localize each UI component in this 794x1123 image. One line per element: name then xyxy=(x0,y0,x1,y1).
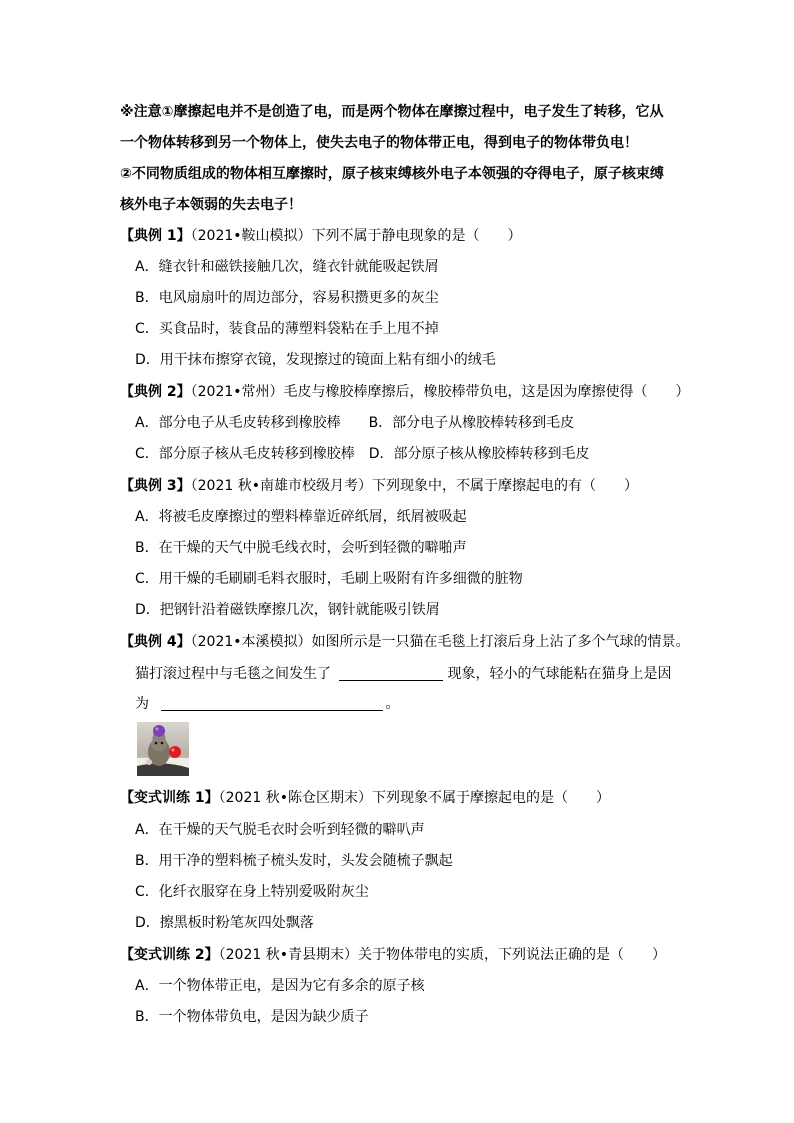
example-2-question xyxy=(120,382,690,402)
variant-2-option-b: B．一个物体带负电，是因为缺少质子 xyxy=(135,1009,369,1025)
example-3-option-d: D．把钢针沿着磁铁摩擦几次，钢针就能吸引铁屑 xyxy=(135,602,440,618)
example-1-option-d: D．用干抹布擦穿衣镜，发现擦过的镜面上粘有细小的绒毛 xyxy=(135,352,496,368)
example-1-option-b: B．电风扇扇叶的周边部分，容易积攒更多的灰尘 xyxy=(135,290,439,306)
example-4-stem: （2021•本溪模拟）如图所示是一只猫在毛毯上打滚后身上沾了多个气球的情景。 xyxy=(190,634,690,650)
example-1-tag: 【典例 1】 xyxy=(120,228,191,244)
variant-2-stem: （2021 秋•青县期末）关于物体带电的实质，下列说法正确的是（ ） xyxy=(218,947,666,963)
note-line-3: ②不同物质组成的物体相互摩擦时，原子核束缚核外电子本领强的夺得电子，原子核束缚 xyxy=(120,166,664,182)
variant-2-question xyxy=(120,945,666,965)
example-2-options-row-2: C．部分原子核从毛皮转移到橡胶棒 D．部分原子核从橡胶棒转移到毛皮 xyxy=(135,446,590,462)
example-3-question xyxy=(120,476,638,496)
variant-1-stem: （2021 秋•陈仓区期末）下列现象不属于摩擦起电的是（ ） xyxy=(218,790,610,806)
example-4-line-3 xyxy=(135,694,399,714)
example-4-text-d: 。 xyxy=(385,696,400,712)
cat-with-balloons-image xyxy=(137,722,189,776)
example-4-text-a: 猫打滚过程中与毛毯之间发生了 xyxy=(135,666,331,682)
variant-1-option-a: A．在干燥的天气脱毛衣时会听到轻微的噼叭声 xyxy=(135,822,425,838)
variant-2-tag: 【变式训练 2】 xyxy=(120,947,219,963)
cat-balloons-illustration xyxy=(137,722,189,776)
example-1-option-a: A．缝衣针和磁铁接触几次，缝衣针就能吸起铁屑 xyxy=(135,259,439,275)
example-1-stem: （2021•鞍山模拟）下列不属于静电现象的是（ ） xyxy=(190,228,522,244)
example-3-stem: （2021 秋•南雄市校级月考）下列现象中，不属于摩擦起电的有（ ） xyxy=(190,478,638,494)
note-line-4: 核外电子本领弱的失去电子！ xyxy=(120,197,302,213)
note-line-2: 一个物体转移到另一个物体上，使失去电子的物体带正电，得到电子的物体带负电！ xyxy=(120,135,638,151)
variant-1-option-c: C．化纤衣服穿在身上特别爱吸附灰尘 xyxy=(135,884,369,900)
example-1-question xyxy=(120,226,522,246)
variant-1-option-b: B．用干净的塑料梳子梳头发时，头发会随梳子飘起 xyxy=(135,853,453,869)
example-4-line-2 xyxy=(135,664,671,684)
example-3-option-c: C．用干燥的毛刷刷毛料衣服时，毛刷上吸附有许多细微的脏物 xyxy=(135,571,523,587)
example-4-answer-blank-1[interactable] xyxy=(339,664,443,681)
variant-1-question xyxy=(120,788,610,808)
example-2-options-row-1: A．部分电子从毛皮转移到橡胶棒 B．部分电子从橡胶棒转移到毛皮 xyxy=(135,415,575,431)
variant-1-tag: 【变式训练 1】 xyxy=(120,790,219,806)
example-4-answer-blank-2[interactable] xyxy=(161,694,383,711)
example-3-option-a: A．将被毛皮摩擦过的塑料棒靠近碎纸屑，纸屑被吸起 xyxy=(135,509,467,525)
example-3-tag: 【典例 3】 xyxy=(120,478,191,494)
variant-2-option-a: A．一个物体带正电，是因为它有多余的原子核 xyxy=(135,978,425,994)
example-4-text-b: 现象，轻小的气球能粘在猫身上是因 xyxy=(447,666,672,682)
example-4-tag: 【典例 4】 xyxy=(120,634,191,650)
variant-1-option-d: D．擦黑板时粉笔灰四处飘落 xyxy=(135,915,314,931)
example-3-option-b: B．在干燥的天气中脱毛线衣时，会听到轻微的噼啪声 xyxy=(135,540,467,556)
example-4-question xyxy=(120,632,690,652)
example-2-stem: （2021•常州）毛皮与橡胶棒摩擦后，橡胶棒带负电，这是因为摩擦使得（ ） xyxy=(190,384,690,400)
example-2-tag: 【典例 2】 xyxy=(120,384,191,400)
example-1-option-c: C．买食品时，装食品的薄塑料袋粘在手上甩不掉 xyxy=(135,321,439,337)
example-4-text-c: 为 xyxy=(135,696,149,712)
note-line-1: ※注意①摩擦起电并不是创造了电，而是两个物体在摩擦过程中，电子发生了转移，它从 xyxy=(120,104,664,120)
